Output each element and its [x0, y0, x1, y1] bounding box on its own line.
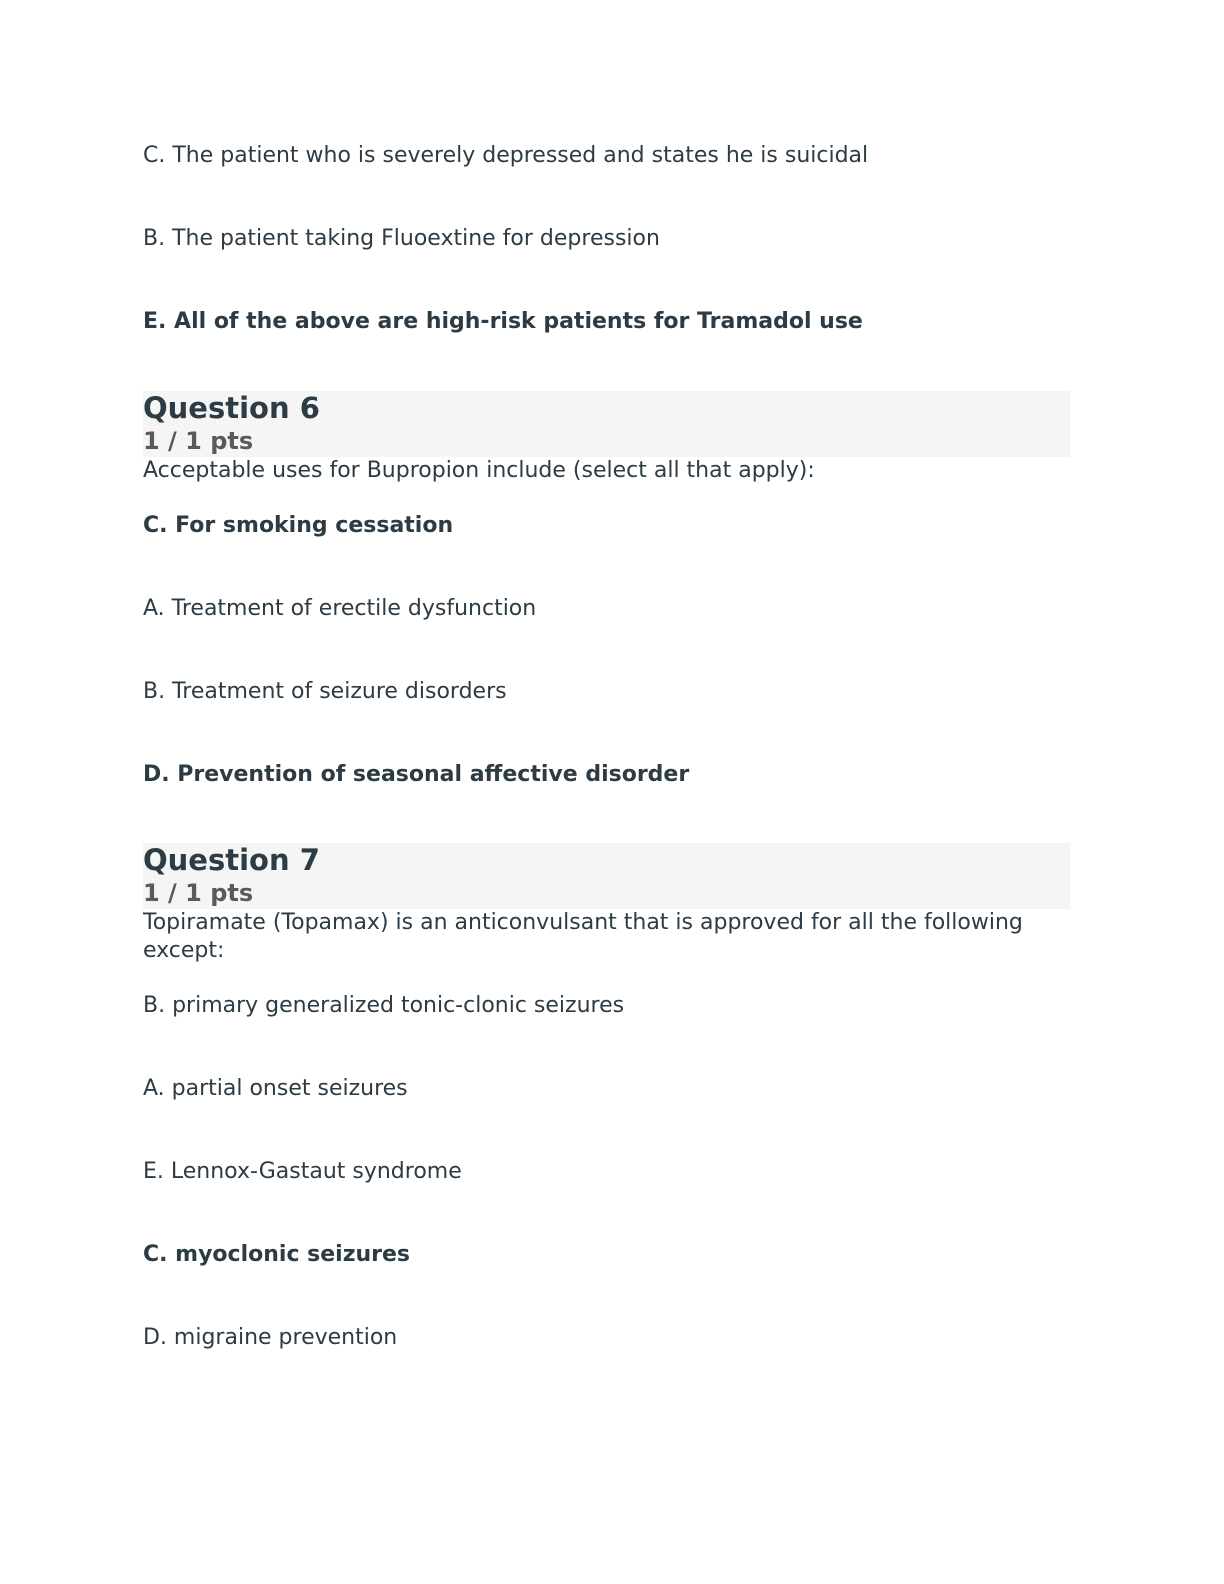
question-points: 1 / 1 pts — [143, 427, 254, 455]
question-title: Question 6 — [143, 391, 320, 425]
answer-option-selected: D. Prevention of seasonal affective disorder — [143, 762, 690, 787]
answer-option: B. Treatment of seizure disorders — [143, 679, 507, 704]
question-text: Topiramate (Topamax) is an anticonvulsant that is approved for all the following except: — [143, 910, 1023, 963]
answer-option: D. migraine prevention — [143, 1325, 398, 1350]
answer-option-selected: C. myoclonic seizures — [143, 1242, 411, 1267]
question-title: Question 7 — [143, 843, 320, 877]
answer-option-selected: E. All of the above are high-risk patients for Tramadol use — [143, 309, 863, 334]
answer-option: A. Treatment of erectile dysfunction — [143, 596, 537, 621]
question-header — [143, 391, 1070, 457]
question-header — [143, 843, 1070, 909]
answer-option-selected: C. For smoking cessation — [143, 513, 454, 538]
answer-option: B. primary generalized tonic-clonic seizures — [143, 993, 625, 1018]
question-text: Acceptable uses for Bupropion include (select all that apply): — [143, 458, 815, 483]
question-points: 1 / 1 pts — [143, 879, 254, 907]
answer-option: E. Lennox-Gastaut syndrome — [143, 1159, 462, 1184]
answer-option: A. partial onset seizures — [143, 1076, 408, 1101]
answer-option: C. The patient who is severely depressed and states he is suicidal — [143, 143, 869, 168]
answer-option: B. The patient taking Fluoextine for depression — [143, 226, 660, 251]
